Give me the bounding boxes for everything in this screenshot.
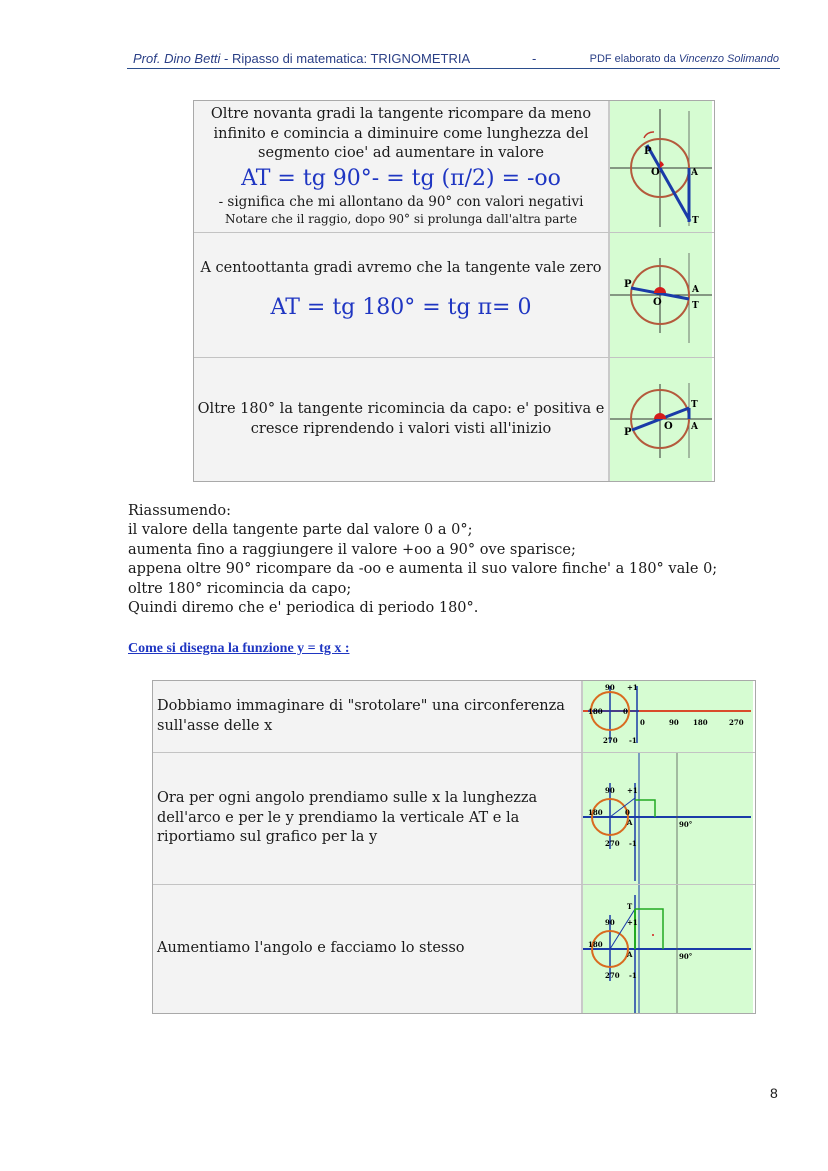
label-90: 90: [605, 683, 615, 692]
table-row: [194, 101, 714, 233]
label-270: 270: [603, 736, 618, 745]
label-a: A: [692, 285, 699, 295]
label-minus1: -1: [629, 736, 637, 745]
label-x90: 90°: [679, 820, 693, 829]
graph-table: [152, 680, 756, 1014]
label-o: O: [664, 421, 673, 432]
label-zero: 0: [625, 808, 630, 817]
axis-0: 0: [640, 718, 645, 727]
note: Notare che il raggio, dopo 90° si prolunga dall'altra parte: [224, 211, 578, 226]
label-minus1: -1: [629, 971, 637, 980]
label-o: O: [653, 297, 662, 308]
formula: AT = tg 180° = tg π= 0: [270, 294, 532, 320]
label-t: T: [627, 902, 633, 911]
arc-graph-figure: [583, 753, 753, 884]
row-text: [153, 681, 583, 752]
text-line: segmento cioe' ad aumentare in valore: [258, 145, 544, 161]
tangent-figure-180: [610, 233, 712, 357]
axis-270: 270: [729, 718, 744, 727]
header-dash: -: [532, 51, 537, 66]
summary-paragraph: [128, 502, 717, 618]
label-p: P: [624, 279, 632, 290]
text-line: Oltre novanta gradi la tangente ricompare da meno: [210, 106, 592, 122]
table-row: [153, 681, 755, 753]
label-270: 270: [605, 971, 620, 980]
summary-line: il valore della tangente parte dal valore 0 a 0°;: [128, 522, 473, 539]
label-90: 90: [605, 786, 615, 795]
summary-line: oltre 180° ricomincia da capo;: [128, 580, 352, 597]
summary-line: Riassumendo:: [128, 503, 231, 519]
label-180: 180: [588, 940, 603, 949]
tangent-table: [193, 100, 715, 482]
label-a: A: [691, 168, 698, 178]
text-line: Ora per ogni angolo prendiamo sulle x la lunghezza: [157, 790, 538, 807]
header-title: [133, 51, 470, 66]
row-text: [153, 753, 583, 884]
label-t: T: [691, 400, 698, 410]
label-a: A: [691, 422, 698, 432]
label-plus1: +1: [627, 786, 638, 795]
text-line: dell'arco e per le y prendiamo la verticale AT e la: [157, 809, 520, 826]
header-credit: [590, 53, 779, 65]
row-text: [194, 358, 610, 481]
summary-line: Quindi diremo che e' periodica di periodo 180°.: [128, 600, 479, 617]
section-heading-link[interactable]: Come si disegna la funzione y = tg x :: [128, 641, 350, 656]
table-row: [194, 233, 714, 358]
tangent-figure-over-180: [610, 358, 712, 481]
label-x90: 90°: [679, 952, 693, 961]
table-row: [153, 753, 755, 885]
label-p: P: [624, 427, 632, 438]
note: - significa che mi allontano da 90° con valori negativi: [218, 193, 584, 210]
row-text: [194, 233, 610, 357]
row-text: [194, 101, 610, 232]
header-credit-name: Vincenzo Solimando: [678, 53, 779, 65]
label-90: 90: [605, 918, 615, 927]
text-line: Dobbiamo immaginare di "srotolare" una circonferenza: [157, 698, 565, 714]
label-zero: 0: [623, 707, 628, 716]
label-180: 180: [588, 808, 603, 817]
header-subject: - Ripasso di matematica: TRIGNOMETRIA: [220, 51, 471, 66]
label-plus1: +1: [627, 683, 638, 692]
label-t: T: [692, 301, 699, 311]
text-line: Oltre 180° la tangente ricomincia da capo: e' positiva e: [197, 401, 605, 417]
label-t: T: [692, 216, 699, 226]
axis-90: 90: [669, 718, 679, 727]
row-text: [153, 885, 583, 1013]
page-header: [127, 50, 780, 69]
text-line: Aumentiamo l'angolo e facciamo lo stesso: [157, 940, 465, 957]
axis-180: 180: [693, 718, 708, 727]
header-author: Prof. Dino Betti: [133, 51, 221, 66]
tangent-figure-90: [610, 101, 712, 232]
header-credit-prefix: PDF elaborato da: [589, 53, 679, 65]
label-180: 180: [588, 707, 603, 716]
label-a: A: [627, 818, 633, 827]
text-line: sull'asse delle x: [157, 717, 273, 734]
table-row: [194, 358, 714, 481]
label-o: O: [651, 167, 660, 178]
text-line: riportiamo sul grafico per la y: [157, 829, 378, 846]
label-minus1: -1: [629, 839, 637, 848]
formula: AT = tg 90°- = tg (π/2) = -oo: [241, 165, 561, 191]
page-number: 8: [770, 1085, 778, 1101]
unroll-figure: [583, 681, 753, 752]
table-row: [153, 885, 755, 1013]
summary-line: aumenta fino a raggiungere il valore +oo a 90° ove sparisce;: [128, 541, 576, 558]
label-a: A: [627, 950, 633, 959]
label-plus1: +1: [627, 918, 638, 927]
text-line: A centoottanta gradi avremo che la tangente vale zero: [200, 260, 602, 276]
label-270: 270: [605, 839, 620, 848]
text-line: infinito e comincia a diminuire come lunghezza del: [213, 125, 589, 142]
label-p: P: [644, 146, 652, 157]
text-line: cresce riprendendo i valori visti all'inizio: [250, 420, 552, 437]
summary-line: appena oltre 90° ricompare da -oo e aumenta il suo valore finche' a 180° vale 0;: [128, 561, 718, 578]
increase-angle-figure: [583, 885, 753, 1013]
